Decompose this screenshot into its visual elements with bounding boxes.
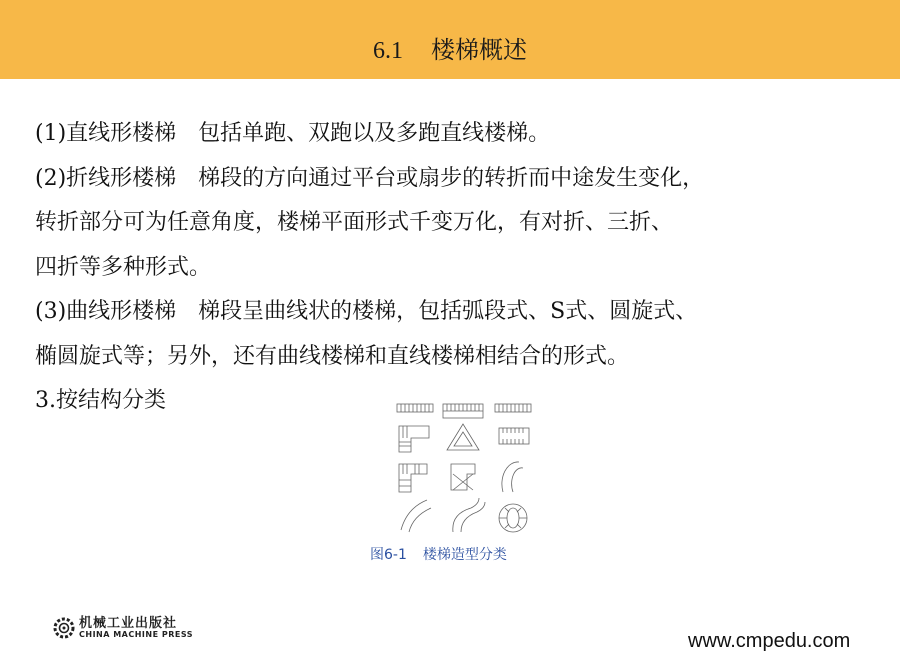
section-title: 楼梯概述: [431, 36, 527, 64]
publisher-name-en: CHINA MACHINE PRESS: [79, 629, 194, 639]
figure-title: 楼梯造型分类: [422, 547, 507, 563]
text-line: (1)直线形楼梯 包括单跑、双跑以及多跑直线楼梯。: [35, 121, 551, 146]
text-line: (2)折线形楼梯 梯段的方向通过平台或扇步的转折而中途发生变化，: [35, 165, 705, 191]
gear-logo-icon: [53, 617, 75, 639]
stair-types-figure: [395, 402, 535, 537]
text-line: 3.按结构分类: [35, 388, 166, 413]
figure-caption: [370, 544, 507, 564]
section-number: 6.1: [373, 38, 403, 64]
body-text: [35, 112, 875, 424]
text-line: (3)曲线形楼梯 梯段呈曲线状的楼梯，包括弧段式、S式、圆旋式、: [35, 299, 698, 324]
figure-number: 图6-1: [370, 547, 407, 563]
text-line: 椭圆旋式等；另外，还有曲线楼梯和直线楼梯相结合的形式。: [35, 343, 630, 369]
text-line: 转折部分可为任意角度，楼梯平面形式千变万化，有对折、三折、: [35, 210, 674, 235]
publisher-logo: [53, 617, 193, 639]
website-url: www.cmpedu.com: [688, 630, 851, 652]
publisher-name-cn: 机械工业出版社: [79, 616, 178, 631]
text-line: 四折等多种形式。: [35, 254, 212, 280]
page-title: [0, 30, 900, 65]
